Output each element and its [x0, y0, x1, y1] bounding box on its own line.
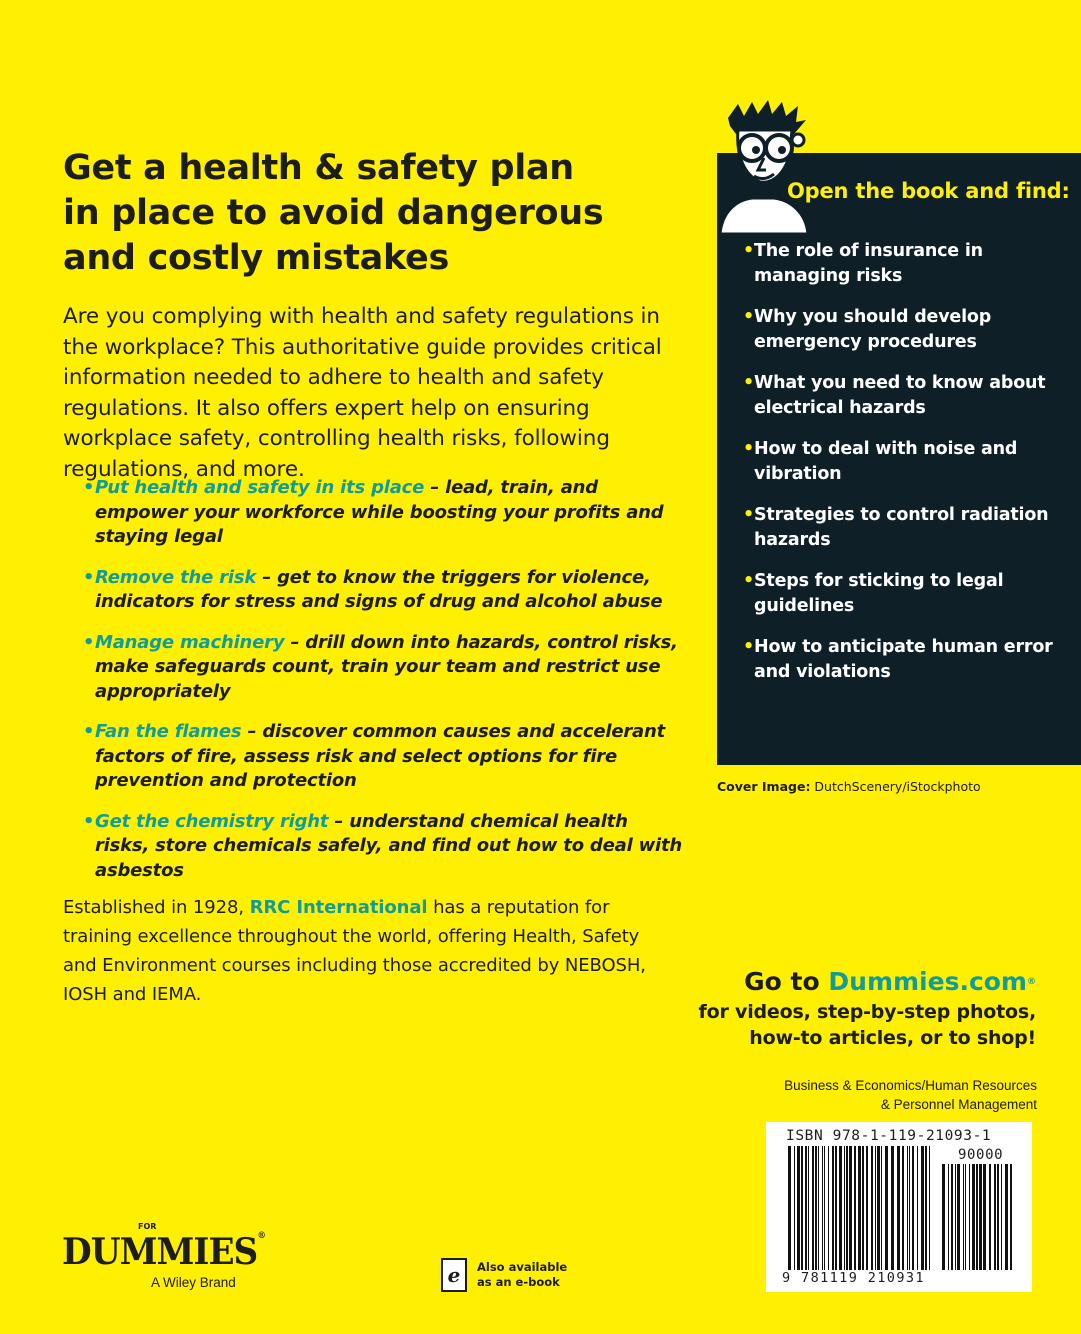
book-category: Business & Economics/Human Resources & Personnel Management	[784, 1078, 1037, 1112]
feature-bullets	[83, 476, 683, 899]
dummies-site-link[interactable]: Dummies.com	[828, 967, 1027, 996]
svg-text:e: e	[447, 1263, 461, 1287]
isbn-barcode	[766, 1122, 1032, 1292]
bullet-text: – discover common causes and accelerant factors of fire, assess risk and select options for fire prevention and protection	[95, 721, 665, 791]
bullet-text: – lead, train, and empower your workforce while boosting your profits and staying legal	[95, 477, 664, 547]
feature-bullet: • Get the chemistry right – understand chemical health risks, store chemicals safely, and find out how to deal with asbestos	[83, 810, 683, 881]
headline-line-1: Get a health & safety plan	[63, 148, 574, 188]
sidebar-item: • The role of insurance in managing risks	[743, 241, 983, 286]
barcode-bars	[788, 1146, 933, 1270]
intro-paragraph: Are you complying with health and safety regulations in the workplace? This authoritative guide provides critical information needed to adhere to health and safety regulations. It also offers expert help on ensuring workplace safety, controlling health risks, following regulations, and more.	[63, 304, 662, 482]
isbn-number: ISBN 978-1-119-21093-1	[786, 1128, 992, 1144]
headline	[63, 146, 683, 281]
dummies-promo: Go to Dummies.com® for videos, step-by-step photos, how-to articles, or to shop!	[698, 967, 1036, 1049]
author-brand: RRC International	[249, 897, 428, 918]
sidebar-item: • Why you should develop emergency procedures	[743, 307, 992, 352]
for-dummies-logo: FOR DUMMIES® A Wiley Brand	[62, 1222, 265, 1290]
bullet-lead: Remove the risk	[95, 566, 257, 588]
feature-bullet: • Put health and safety in its place – lead, train, and empower your workforce while boosting your profits and staying legal	[83, 477, 664, 547]
ebook-icon	[441, 1258, 467, 1292]
sidebar-item: • What you need to know about electrical hazards	[743, 373, 1046, 418]
dummies-mascot-icon	[716, 100, 816, 235]
price-code: 90000	[958, 1147, 1004, 1163]
ebook-notice: e Also available as an e-book	[441, 1258, 581, 1294]
sidebar-panel	[717, 153, 1081, 765]
cover-image-credit: Cover Image: DutchScenery/iStockphoto	[717, 779, 981, 794]
feature-bullet: • Remove the risk – get to know the triggers for violence, indicators for stress and signs of drug and alcohol abuse	[83, 566, 663, 612]
sidebar-item: • Strategies to control radiation hazards	[743, 505, 1049, 550]
barcode-number: 9 781119 210931	[782, 1270, 925, 1286]
sidebar-item: • Steps for sticking to legal guidelines	[743, 571, 1004, 616]
bullet-lead: Put health and safety in its place	[95, 477, 425, 498]
sidebar-item: • How to anticipate human error and violations	[743, 637, 1053, 682]
author-description: Established in 1928, RRC International has a reputation for training excellence throughout the world, offering Health, Safety and Environment courses including those accredited by NEBOSH, IOSH and IEMA.	[63, 897, 646, 1005]
bullet-lead: Get the chemistry right	[95, 810, 329, 832]
feature-bullet: • Manage machinery – drill down into hazards, control risks, make safeguards count, train your team and restrict use appropriately	[83, 631, 678, 702]
headline-line-3: and costly mistakes	[63, 238, 449, 278]
headline-line-2: in place to avoid dangerous	[63, 193, 604, 233]
bullet-lead: Manage machinery	[95, 631, 285, 653]
bullet-text: – drill down into hazards, control risks, make safeguards count, train your team and restrict use appropriately	[95, 631, 678, 702]
barcode-addon-bars	[942, 1164, 1014, 1270]
bullet-lead: Fan the flames	[95, 721, 242, 742]
bullet-text: – get to know the triggers for violence, indicators for stress and signs of drug and alcohol abuse	[95, 566, 663, 612]
bullet-text: – understand chemical health risks, store chemicals safely, and find out how to deal with asbestos	[95, 810, 683, 881]
feature-bullet: • Fan the flames – discover common causes and accelerant factors of fire, assess risk and select options for fire prevention and protection	[83, 721, 665, 791]
sidebar-item: • How to deal with noise and vibration	[743, 439, 1018, 484]
sidebar-list	[743, 239, 1063, 701]
sidebar-heading: Open the book and find:	[787, 179, 1070, 203]
